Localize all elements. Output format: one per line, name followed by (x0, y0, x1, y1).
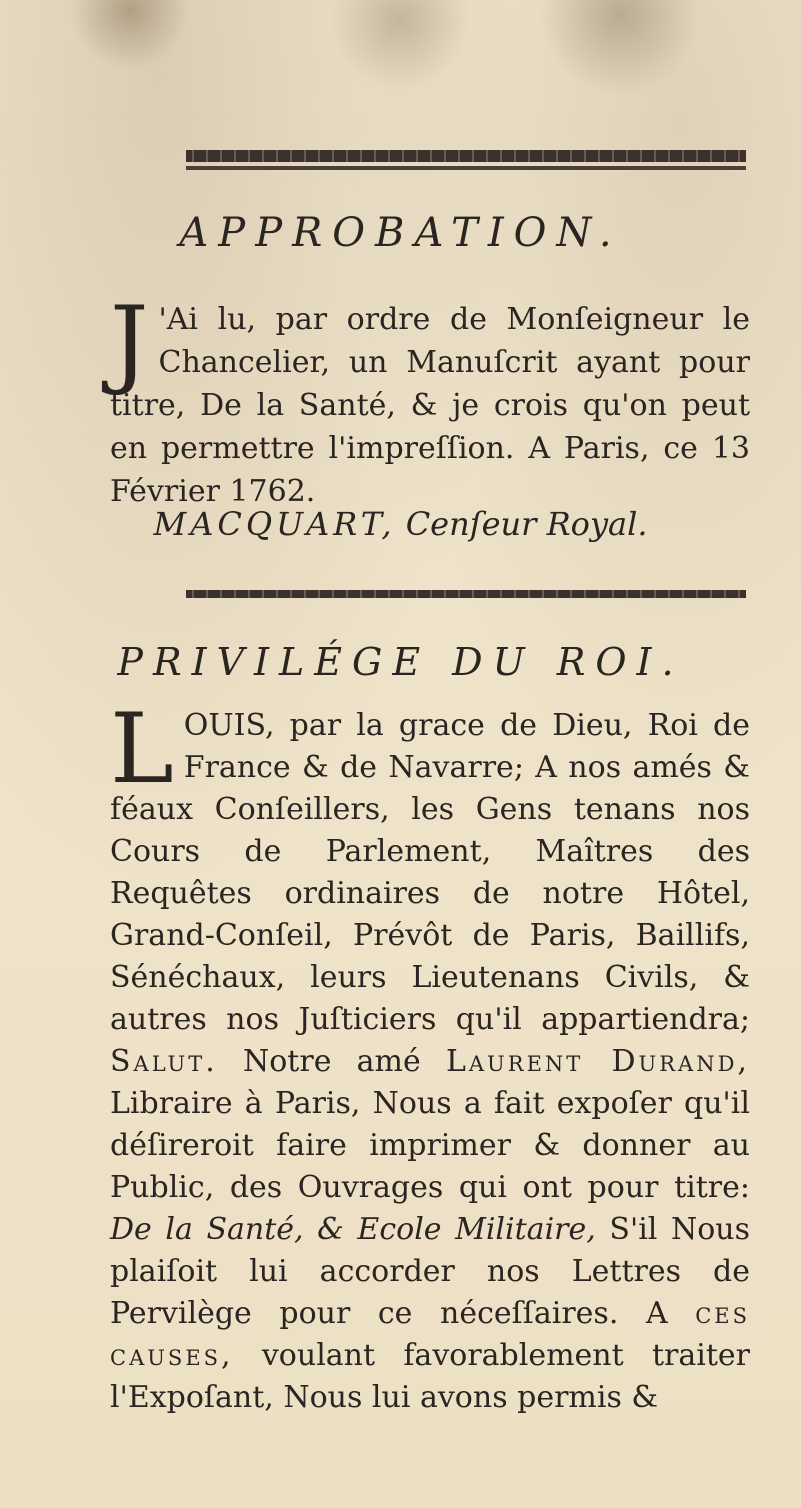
privilege-dropcap: L (110, 693, 174, 805)
privilege-work-title: De la Santé, & Ecole Militaire, (110, 1212, 596, 1247)
page-bleed-stain (0, 0, 801, 120)
privilege-text-3: Libraire à Paris, Nous a fait expoſer qu'il déſireroit faire imprimer & donner au Public, des Ouvrages qui ont pour titre: (110, 1086, 750, 1205)
privilege-text-4: S'il Nous plaiſoit lui accorder nos Lettres de Pervilège pour ce néceſſaires. A (110, 1212, 750, 1331)
ornamental-rule-top-thin (186, 166, 746, 170)
approbation-heading: APPROBATION. (179, 210, 622, 256)
approbation-paragraph (110, 286, 750, 513)
privilege-text-1: OUIS, par la grace de Dieu, Roi de France & de Navarre; A nos amés & féaux Conſeillers, les Gens tenans nos Cours de Parlement, Maîtres des Requêtes ordinaires de notre Hôtel, Grand-Conſeil, Prévôt de Paris, Baillifs, Sénéchaux, leurs Lieutenans Civils, & autres nos Juſticiers qu'il appartiendra; (110, 708, 750, 1037)
approbation-signature (0, 505, 801, 543)
censor-name: MACQUART, (153, 505, 396, 543)
privilege-ces-causes: ces causes, (110, 1296, 750, 1373)
privilege-author-name: Laurent Durand, (445, 1044, 750, 1079)
privilege-salut: Salut. (110, 1044, 218, 1079)
approbation-text: 'Ai lu, par ordre de Monſeigneur le Chancelier, un Manuſcrit ayant pour titre, De la Santé, & je crois qu'on peut en permettre l'impreſſion. A Paris, ce 13 Février 1762. (110, 302, 750, 509)
privilege-paragraph (110, 693, 750, 1419)
privilege-text-2: Notre amé (242, 1044, 421, 1079)
ornamental-rule-top (186, 150, 746, 162)
censor-title: Cenſeur Royal. (405, 505, 648, 543)
privilege-text-5: voulant favorablement traiter l'Expoſant, Nous lui avons permis & (110, 1338, 750, 1415)
privilege-heading: PRIVILÉGE DU ROI. (117, 640, 684, 684)
ornamental-rule-middle (186, 590, 746, 598)
approbation-dropcap: J (110, 286, 149, 398)
